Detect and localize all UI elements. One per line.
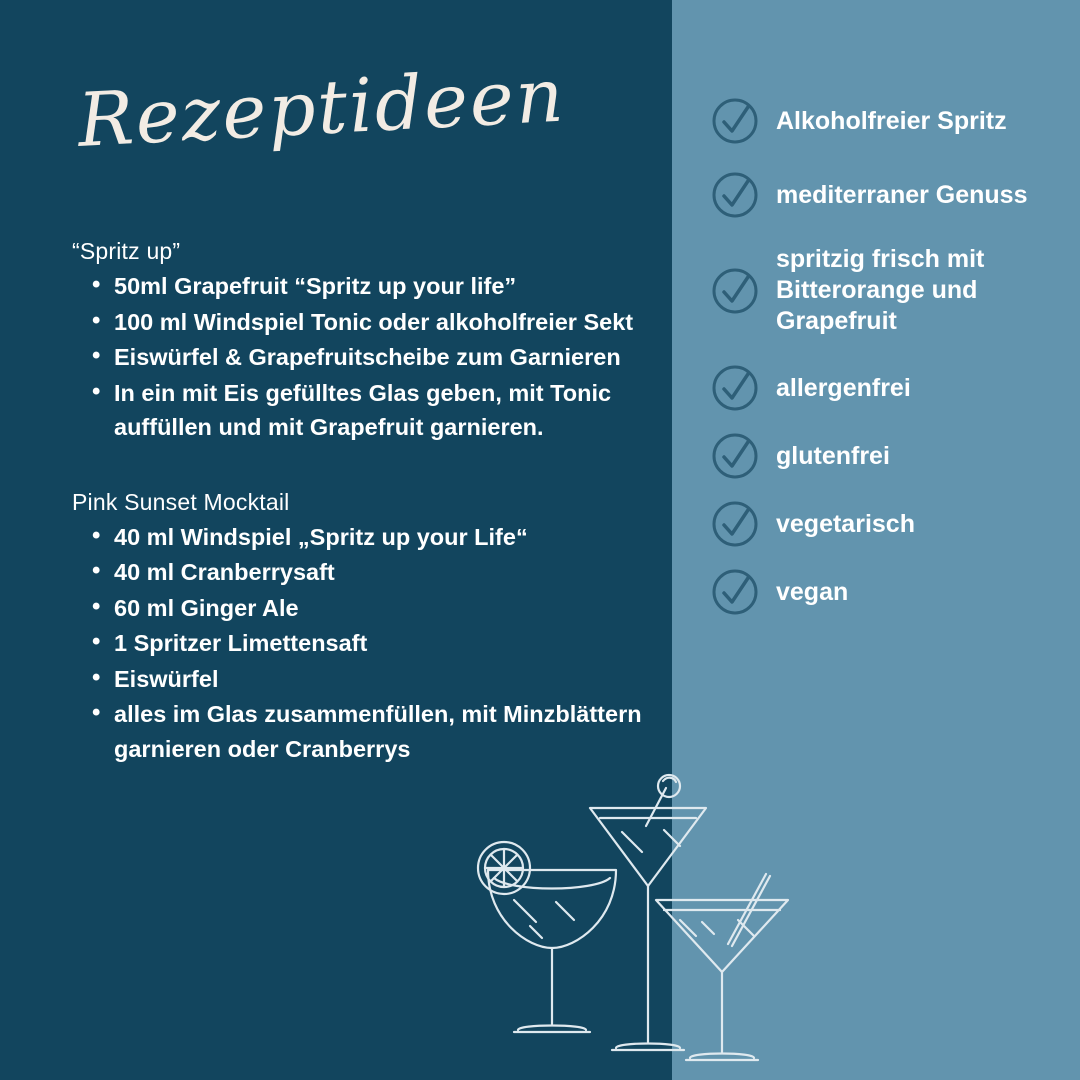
list-item: • Eiswürfel (114, 662, 642, 697)
list-item: • 1 Spritzer Limettensaft (114, 626, 642, 661)
check-circle-icon (710, 96, 760, 146)
recipe-heading: “Spritz up” (72, 238, 181, 264)
recipes-section (72, 238, 642, 767)
list-item-label: Alkoholfreier Spritz (776, 106, 1007, 135)
list-item (710, 499, 1060, 549)
list-item-label: mediterraner Genuss (776, 180, 1028, 209)
check-circle-icon (710, 170, 760, 220)
list-item: • In ein mit Eis gefülltes Glas geben, mit Tonic auffüllen und mit Grapefruit garnieren. (114, 376, 642, 445)
list-item: • 40 ml Windspiel „Spritz up your Life“ (114, 520, 642, 555)
list-item-label: vegetarisch (776, 509, 915, 538)
list-item (710, 567, 1060, 617)
recipe-ingredient-list (72, 269, 642, 445)
list-item-label: allergenfrei (776, 373, 911, 402)
list-item: • 60 ml Ginger Ale (114, 591, 642, 626)
recipe-ingredient-list (72, 520, 642, 767)
list-item (710, 96, 1060, 146)
check-circle-icon (710, 431, 760, 481)
list-item: • 100 ml Windspiel Tonic oder alkoholfreier Sekt (114, 305, 642, 340)
page-title: Rezeptideen (75, 52, 568, 164)
check-circle-icon (710, 499, 760, 549)
list-item (710, 170, 1060, 220)
recipe-heading: Pink Sunset Mocktail (72, 488, 290, 515)
check-circle-icon (710, 567, 760, 617)
right-panel (672, 0, 1080, 1080)
list-item: • Eiswürfel & Grapefruitscheibe zum Garnieren (114, 340, 642, 375)
list-item: • 50ml Grapefruit “Spritz up your life” (114, 269, 642, 304)
list-item: • 40 ml Cranberrysaft (114, 555, 642, 590)
list-item (710, 244, 1060, 337)
check-circle-icon (710, 363, 760, 413)
list-item (710, 363, 1060, 413)
list-item (710, 431, 1060, 481)
recipe-block (72, 489, 642, 767)
list-item-label: glutenfrei (776, 441, 890, 470)
check-circle-icon (710, 266, 760, 316)
benefits-checklist (710, 96, 1060, 635)
recipe-block (72, 238, 642, 445)
list-item-label: vegan (776, 577, 849, 606)
list-item-label: spritzig frisch mit Bitterorange und Grapefruit (776, 245, 985, 335)
list-item: • alles im Glas zusammenfüllen, mit Minzblättern garnieren oder Cranberrys (114, 697, 642, 766)
